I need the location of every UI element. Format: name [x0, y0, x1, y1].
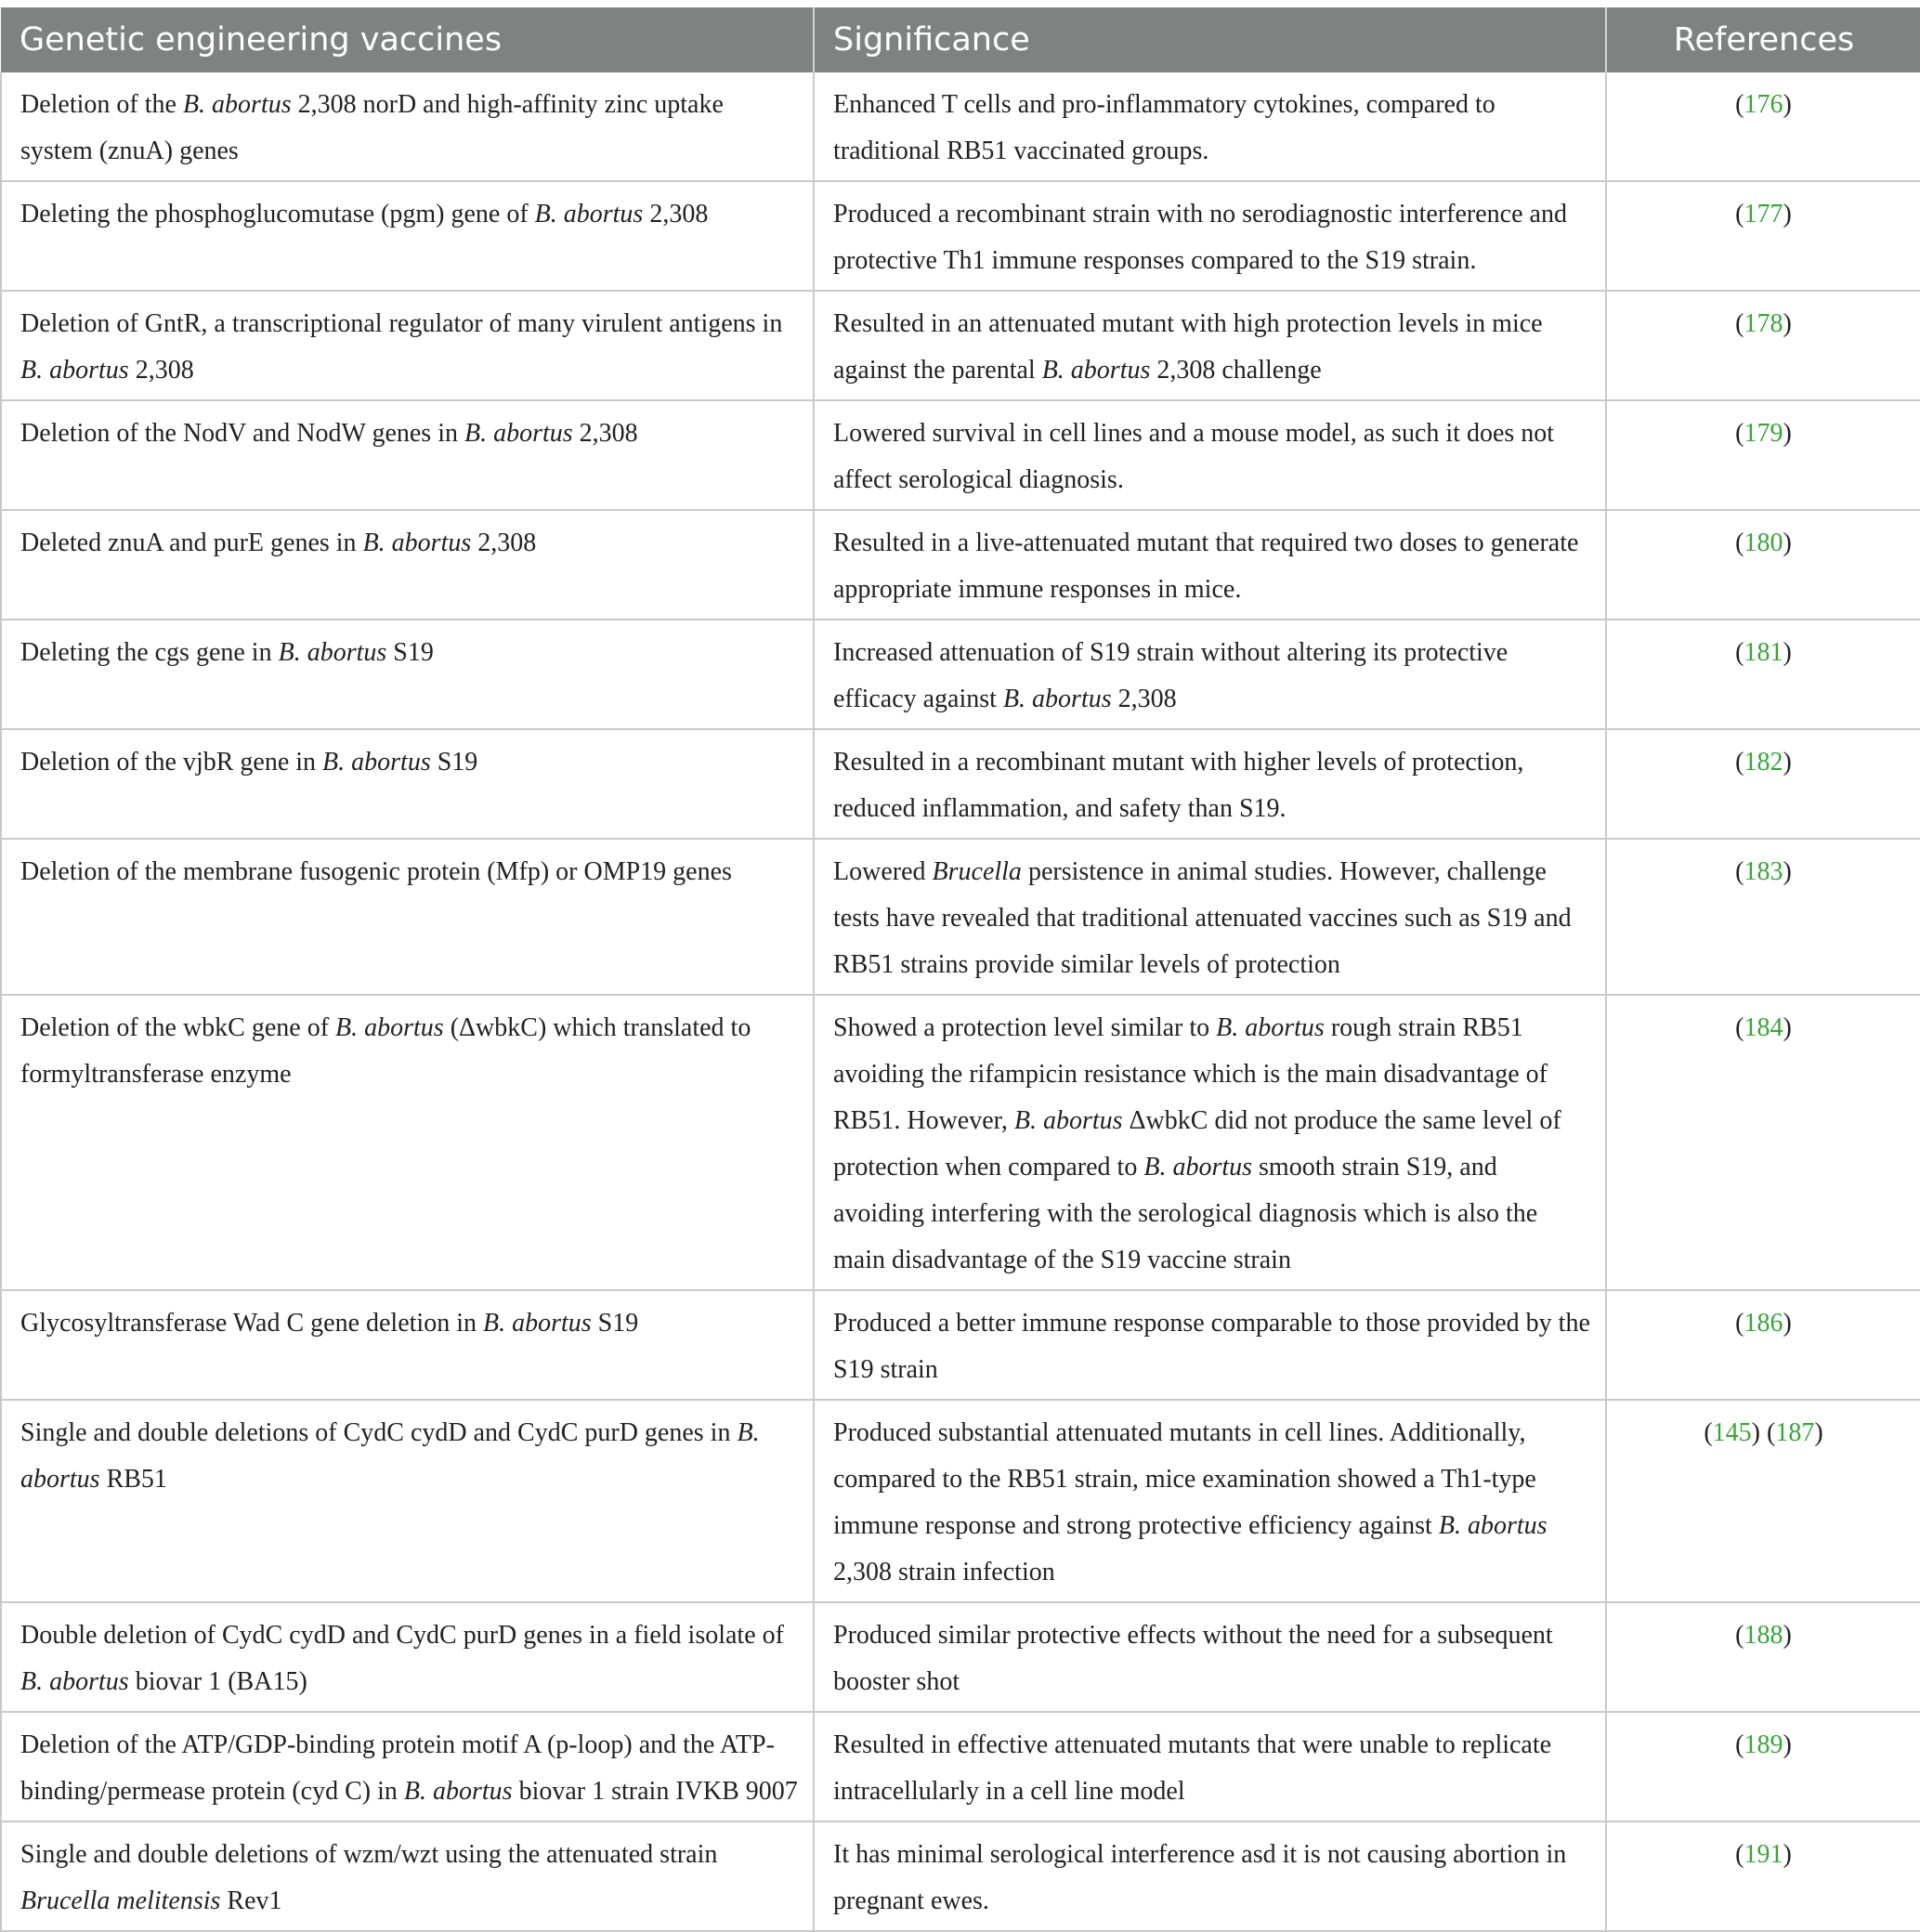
paren-open: (: [1735, 857, 1744, 886]
references-cell: [1606, 291, 1920, 400]
italic-text: B. abortus: [1013, 1106, 1123, 1135]
italic-text: B. abortus: [362, 529, 472, 557]
reference-link[interactable]: 188: [1744, 1621, 1783, 1650]
paren-close: ): [1783, 200, 1792, 228]
vaccine-cell: [1, 1290, 814, 1400]
italic-text: B. abortus: [322, 748, 431, 777]
reference-link[interactable]: 184: [1744, 1013, 1783, 1042]
italic-text: B. abortus: [1438, 1511, 1548, 1540]
text-segment: persistence in animal studies. However, challenge tests have revealed that traditional attenuated vaccines such as S19 and RB51 strains provide similar levels of protection: [833, 857, 1572, 979]
italic-text: B. abortus: [182, 90, 292, 119]
paren-close: ): [1783, 309, 1792, 338]
reference-link[interactable]: 187: [1775, 1418, 1815, 1447]
vaccine-cell: [1, 1712, 814, 1821]
paren-close: ): [1783, 638, 1792, 667]
paren-open: (: [1735, 419, 1744, 448]
italic-text: B. abortus: [1002, 685, 1112, 713]
text-segment: Single and double deletions of wzm/wzt using the attenuated strain: [20, 1840, 718, 1869]
paren-open: (: [1735, 90, 1744, 119]
text-segment: Deleting the cgs gene in: [20, 638, 279, 667]
text-segment: Deletion of the NodV and NodW genes in: [20, 419, 464, 448]
italic-text: Brucella: [932, 857, 1022, 886]
vaccine-cell: [1, 1602, 814, 1712]
paren-open: (: [1735, 200, 1744, 228]
reference-link[interactable]: 186: [1744, 1309, 1783, 1338]
paren-open: (: [1735, 309, 1744, 338]
reference-link[interactable]: 176: [1744, 90, 1783, 119]
table-row: [1, 291, 1920, 400]
text-segment: Deletion of GntR, a transcriptional regulator of many virulent antigens in: [20, 309, 783, 338]
vaccine-cell: [1, 729, 814, 839]
text-segment: Deletion of the ATP/GDP-binding protein motif A (p-loop) and the ATP-binding/permease protein (cyd C) in: [20, 1730, 775, 1806]
text-segment: Lowered survival in cell lines and a mouse model, as such it does not affect serological diagnosis.: [833, 419, 1555, 494]
vaccine-cell: [1, 72, 814, 181]
reference-link[interactable]: 183: [1744, 857, 1783, 886]
text-segment: S19: [386, 638, 434, 667]
header-significance: Significance: [814, 7, 1606, 72]
table-header: [1, 7, 1920, 72]
text-segment: (ΔwbkC) which translated to formyltransferase enzyme: [20, 1013, 751, 1089]
significance-cell: [814, 510, 1606, 620]
references-cell: [1606, 1602, 1920, 1712]
reference-link[interactable]: 182: [1744, 748, 1783, 777]
text-segment: Deleted znuA and purE genes in: [20, 529, 363, 557]
significance-cell: [814, 291, 1606, 400]
references-cell: [1606, 400, 1920, 510]
paren-open: (: [1735, 1309, 1744, 1338]
text-segment: Resulted in an attenuated mutant with high protection levels in mice against the parental: [833, 309, 1543, 385]
text-segment: Produced a better immune response comparable to those provided by the S19 strain: [833, 1309, 1590, 1384]
text-segment: smooth strain S19, and avoiding interfering with the serological diagnosis which is also the main disadvantage of the S19 vaccine strain: [833, 1153, 1538, 1274]
paren-open: (: [1767, 1418, 1776, 1447]
italic-text: B. abortus: [1143, 1153, 1253, 1181]
paren-close: ): [1783, 1013, 1792, 1042]
italic-text: B. abortus: [335, 1013, 444, 1042]
text-segment: S19: [430, 748, 478, 777]
text-segment: rough strain RB51 avoiding the rifampicin resistance which is the main disadvantage of RB51. However,: [833, 1013, 1548, 1135]
text-segment: Deletion of the: [20, 90, 183, 119]
significance-cell: [814, 620, 1606, 729]
references-cell: [1606, 1712, 1920, 1821]
reference-link[interactable]: 179: [1744, 419, 1783, 448]
references-cell: [1606, 620, 1920, 729]
header-vaccines: Genetic engineering vaccines: [1, 7, 814, 72]
vaccine-cell: [1, 1821, 814, 1931]
text-segment: Deletion of the wbkC gene of: [20, 1013, 336, 1042]
text-segment: Produced substantial attenuated mutants in cell lines. Additionally, compared to the RB51 strain, mice examination showed a Th1-type immune response and strong protective efficiency against: [833, 1418, 1536, 1540]
text-segment: 2,308: [643, 200, 709, 228]
italic-text: B. abortus: [20, 1667, 129, 1696]
paren-open: (: [1735, 748, 1744, 777]
italic-text: B. abortus: [1216, 1013, 1325, 1042]
paren-close: ): [1783, 748, 1792, 777]
paren-close: ): [1783, 529, 1792, 557]
text-segment: Increased attenuation of S19 strain without altering its protective efficacy against: [833, 638, 1509, 713]
text-segment: biovar 1 strain IVKB 9007: [512, 1777, 798, 1806]
references-cell: [1606, 181, 1920, 291]
text-segment: biovar 1 (BA15): [128, 1667, 307, 1696]
table-row: [1, 1821, 1920, 1931]
paren-open: (: [1735, 529, 1744, 557]
text-segment: Deletion of the vjbR gene in: [20, 748, 323, 777]
italic-text: B. abortus: [20, 1418, 760, 1494]
text-segment: Enhanced T cells and pro-inflammatory cytokines, compared to traditional RB51 vaccinated groups.: [833, 90, 1496, 165]
significance-cell: [814, 1712, 1606, 1821]
text-segment: 2,308 strain infection: [833, 1558, 1055, 1586]
header-references: References: [1606, 7, 1920, 72]
table-row: [1, 1712, 1920, 1821]
text-segment: Resulted in a recombinant mutant with higher levels of protection, reduced inflammation, and safety than S19.: [833, 748, 1524, 823]
references-cell: [1606, 729, 1920, 839]
paren-close: ): [1751, 1418, 1760, 1447]
table-row: [1, 510, 1920, 620]
vaccine-cell: [1, 510, 814, 620]
reference-link[interactable]: 189: [1744, 1730, 1783, 1759]
vaccine-cell: [1, 620, 814, 729]
table-row: [1, 181, 1920, 291]
vaccine-cell: [1, 1400, 814, 1602]
text-segment: Produced a recombinant strain with no serodiagnostic interference and protective Th1 immune responses compared to the S19 strain.: [833, 200, 1567, 275]
table-row: [1, 1602, 1920, 1712]
vaccine-cell: [1, 291, 814, 400]
text-segment: RB51: [99, 1465, 167, 1494]
vaccine-cell: [1, 400, 814, 510]
reference-link[interactable]: 181: [1744, 638, 1783, 667]
table-row: [1, 400, 1920, 510]
vaccine-cell: [1, 839, 814, 995]
text-segment: Resulted in effective attenuated mutants that were unable to replicate intracellularly in a cell line model: [833, 1730, 1552, 1806]
paren-open: (: [1735, 1013, 1744, 1042]
text-segment: Rev1: [220, 1886, 282, 1915]
paren-open: (: [1735, 1730, 1744, 1759]
italic-text: B. abortus: [482, 1309, 592, 1338]
references-cell: [1606, 839, 1920, 995]
paren-close: ): [1783, 1730, 1792, 1759]
text-segment: 2,308 norD and high-affinity zinc uptake system (znuA) genes: [20, 90, 724, 165]
significance-cell: [814, 839, 1606, 995]
table-row: [1, 839, 1920, 995]
table-row: [1, 620, 1920, 729]
italic-text: B. abortus: [464, 419, 573, 448]
significance-cell: [814, 181, 1606, 291]
paren-close: ): [1783, 1309, 1792, 1338]
references-cell: [1606, 510, 1920, 620]
table-body: [1, 72, 1920, 1931]
references-cell: [1606, 995, 1920, 1290]
references-cell: [1606, 1400, 1920, 1602]
text-segment: Deleting the phosphoglucomutase (pgm) gene of: [20, 200, 535, 228]
references-cell: [1606, 72, 1920, 181]
text-segment: Showed a protection level similar to: [833, 1013, 1217, 1042]
text-segment: 2,308: [1111, 685, 1177, 713]
text-segment: Deletion of the membrane fusogenic protein (Mfp) or OMP19 genes: [20, 857, 732, 886]
text-segment: Lowered: [833, 857, 933, 886]
text-segment: Double deletion of CydC cydD and CydC purD genes in a field isolate of: [20, 1621, 784, 1650]
italic-text: B. abortus: [534, 200, 644, 228]
significance-cell: [814, 1400, 1606, 1602]
text-segment: Produced similar protective effects without the need for a subsequent booster shot: [833, 1621, 1553, 1696]
text-segment: 2,308: [128, 356, 194, 385]
text-segment: Single and double deletions of CydC cydD and CydC purD genes in: [20, 1418, 738, 1447]
reference-link[interactable]: 191: [1744, 1840, 1783, 1869]
text-segment: 2,308: [471, 529, 537, 557]
references-cell: [1606, 1290, 1920, 1400]
text-segment: Glycosyltransferase Wad C gene deletion in: [20, 1309, 483, 1338]
reference-link[interactable]: 145: [1712, 1418, 1752, 1447]
paren-open: (: [1735, 638, 1744, 667]
paren-open: (: [1735, 1621, 1744, 1650]
text-segment: 2,308: [572, 419, 638, 448]
significance-cell: [814, 72, 1606, 181]
italic-text: Brucella melitensis: [20, 1886, 221, 1915]
significance-cell: [814, 995, 1606, 1290]
paren-close: ): [1783, 857, 1792, 886]
text-segment: ΔwbkC did not produce the same level of protection when compared to: [833, 1106, 1561, 1181]
significance-cell: [814, 729, 1606, 839]
paren-open: (: [1704, 1418, 1713, 1447]
italic-text: B. abortus: [403, 1777, 513, 1806]
paren-close: ): [1814, 1418, 1823, 1447]
reference-link[interactable]: 177: [1744, 200, 1783, 228]
reference-link[interactable]: 180: [1744, 529, 1783, 557]
text-segment: S19: [591, 1309, 639, 1338]
paren-open: (: [1735, 1840, 1744, 1869]
table-row: [1, 1400, 1920, 1602]
significance-cell: [814, 1821, 1606, 1931]
italic-text: B. abortus: [20, 356, 129, 385]
reference-link[interactable]: 178: [1744, 309, 1783, 338]
paren-close: ): [1783, 419, 1792, 448]
text-segment: It has minimal serological interference asd it is not causing abortion in pregnant ewes.: [833, 1840, 1567, 1915]
vaccine-cell: [1, 181, 814, 291]
italic-text: B. abortus: [1041, 356, 1151, 385]
header-row: [1, 7, 1920, 72]
significance-cell: [814, 400, 1606, 510]
table-row: [1, 1290, 1920, 1400]
text-segment: Resulted in a live-attenuated mutant that required two doses to generate appropriate immune responses in mice.: [833, 529, 1579, 604]
table-row: [1, 729, 1920, 839]
paren-close: ): [1783, 90, 1792, 119]
italic-text: B. abortus: [278, 638, 387, 667]
table-row: [1, 995, 1920, 1290]
vaccines-table: [0, 7, 1920, 1932]
significance-cell: [814, 1602, 1606, 1712]
paren-close: ): [1783, 1621, 1792, 1650]
significance-cell: [814, 1290, 1606, 1400]
text-segment: 2,308 challenge: [1150, 356, 1322, 385]
references-cell: [1606, 1821, 1920, 1931]
table-row: [1, 72, 1920, 181]
paren-close: ): [1783, 1840, 1792, 1869]
vaccine-cell: [1, 995, 814, 1290]
